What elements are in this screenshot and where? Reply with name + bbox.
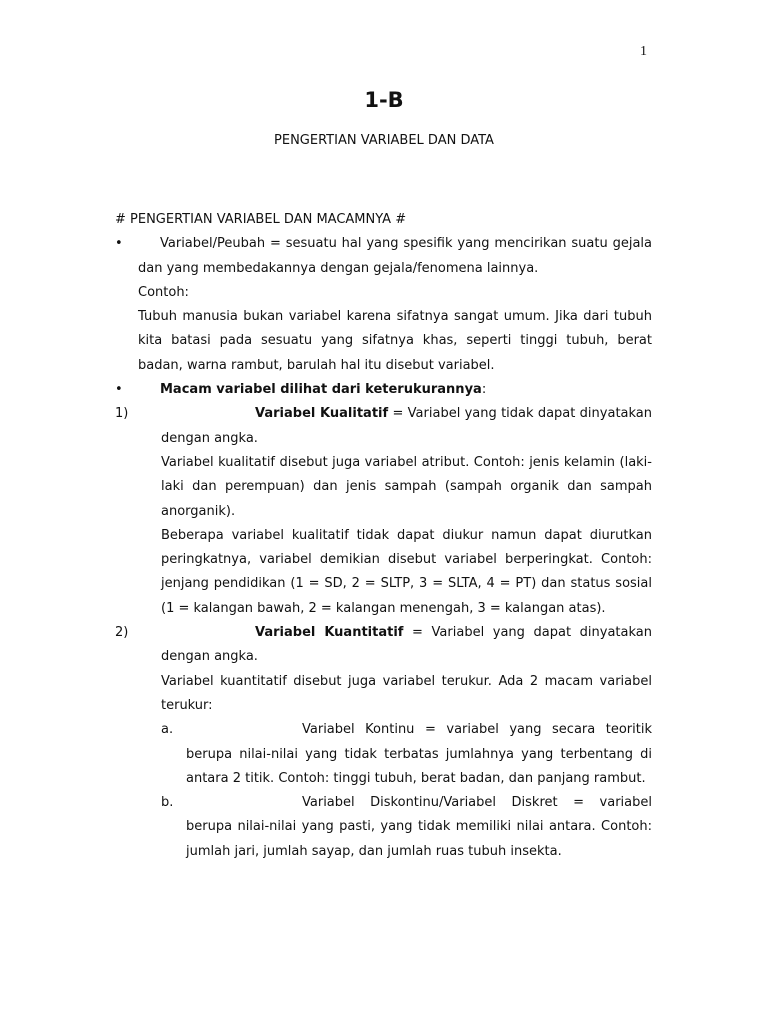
numbered-item-kualitatif [115,402,652,451]
sub-item-diskret [115,791,652,864]
example-label: Contoh: [138,284,189,300]
term-kuantitatif: Variabel Kuantitatif [255,625,404,641]
sub-item-marker: a. [161,722,174,738]
definition-kuantitatif: = Variabel yang dapat dinyatakan dengan angka. [161,625,652,665]
item-number: 1) [115,406,129,422]
sub-item-kontinu [115,718,652,791]
kualitatif-paragraph-1: Variabel kualitatif disebut juga variabel atribut. Contoh: jenis kelamin (laki-laki dan perempuan) dan jenis sampah (sampah organik dan sampah anorganik). [161,454,652,519]
term-kualitatif: Variabel Kualitatif [255,406,389,422]
sub-item-marker: b. [161,795,174,811]
bullet-marker: • [115,382,123,398]
variable-types-colon: : [481,382,487,398]
document-subtitle: PENGERTIAN VARIABEL DAN DATA [274,133,494,148]
bullet-item-variable-definition [115,232,652,281]
section-heading: # PENGERTIAN VARIABEL DAN MACAMNYA # [115,212,407,227]
page-number: 1 [640,44,647,59]
diskret-text: Variabel Diskontinu/Variabel Diskret = variabel berupa nilai-nilai yang pasti, yang tidak memiliki nilai antara. Contoh: jumlah jari, jumlah sayap, dan jumlah ruas tubuh insekta. [186,795,652,859]
item-number: 2) [115,625,129,641]
bullet-marker: • [115,236,123,252]
bullet-item-variable-types [115,378,652,402]
variable-definition-text: Variabel/Peubah = sesuatu hal yang spesifik yang mencirikan suatu gejala dan yang membedakannya dengan gejala/fenomena lainnya. [138,236,652,276]
kualitatif-paragraph-2: Beberapa variabel kualitatif tidak dapat diukur namun dapat diurutkan peringkatnya, variabel demikian disebut variabel berperingkat. Contoh: jenjang pendidikan (1 = SD, 2 = SLTP, 3 = SLTA, 4 = PT) dan status sosial (1 = kalangan bawah, 2 = kalangan menengah, 3 = kalangan atas). [161,527,652,616]
numbered-item-kuantitatif [115,621,652,670]
definition-kualitatif: = Variabel yang tidak dapat dinyatakan dengan angka. [161,406,653,446]
kuantitatif-paragraph-1: Variabel kuantitatif disebut juga variabel terukur. Ada 2 macam variabel terukur: [161,673,652,713]
example-text: Tubuh manusia bukan variabel karena sifatnya sangat umum. Jika dari tubuh kita batasi pada sesuatu yang sifatnya khas, seperti tinggi tubuh, berat badan, warna rambut, barulah hal itu disebut variabel. [138,309,652,373]
document-title: 1-B [364,88,404,112]
document-body [115,208,652,864]
kontinu-text: Variabel Kontinu = variabel yang secara teoritik berupa nilai-nilai yang tidak terbatas jumlahnya yang terbentang di antara 2 titik. Contoh: tinggi tubuh, berat badan, dan panjang rambut. [186,722,652,786]
variable-types-heading: Macam variabel dilihat dari keterukurannya [160,382,482,398]
